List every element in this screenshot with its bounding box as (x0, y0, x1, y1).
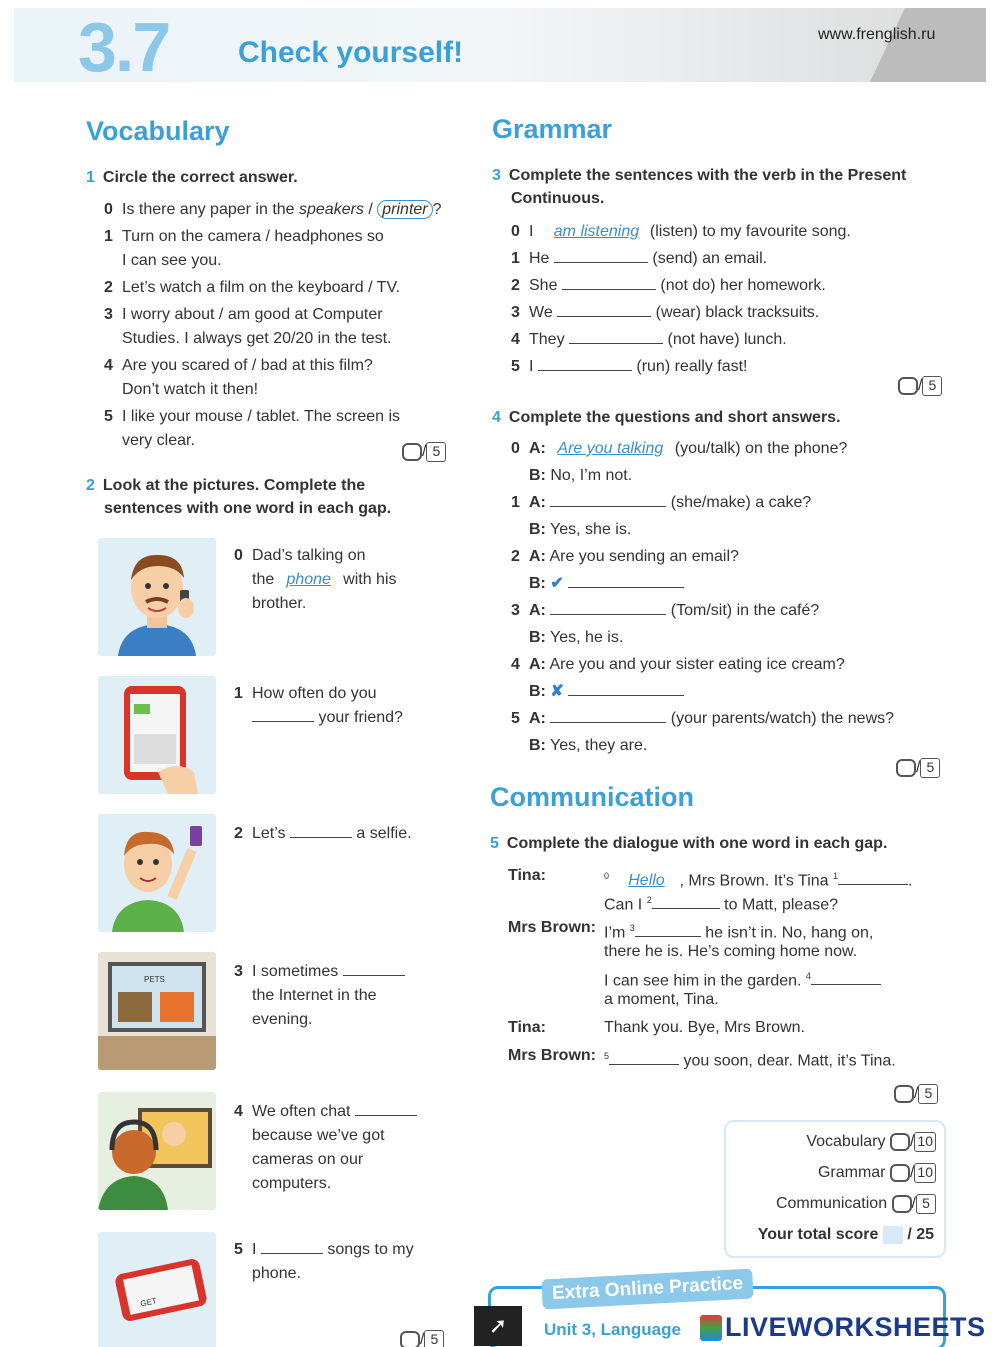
speaker-label: Tina: (508, 867, 546, 884)
website-url: www.frenglish.ru (818, 26, 936, 43)
dialogue-text: , Mrs Brown. It’s Tina (679, 872, 829, 890)
dialogue-text: Can I (604, 896, 643, 914)
dialogue-text: to Matt, please? (724, 896, 839, 914)
task2-item-5 (234, 1238, 414, 1286)
gap-number: 1 (833, 871, 839, 881)
gap-number: 5 (604, 1051, 610, 1061)
check-icon: ✔ (550, 575, 564, 592)
item-text: very clear. (122, 432, 195, 449)
item-text: Yes, they are. (550, 737, 648, 754)
dialogue: Tina: $^0$ Hello , Mrs Brown. It’s Tina $^1$ . Can I $^2$ to Matt, please? Mrs Brown: I’m $^3$ he isn’t in. No, hang on, there he is. He’s coming home now. I can see him in the garden. $^4$ a moment, Tina. Tina: Thank you. Bye, Mrs Brown. Mrs Brown: $^5$ you soon, dear. Matt, it’s Tina. (508, 867, 913, 1070)
item-text: Dad’s talking on (252, 547, 366, 564)
list-item (104, 198, 474, 222)
logo-icon (700, 1315, 722, 1341)
task5-instruction (490, 832, 887, 855)
picture-video-chat (98, 1092, 216, 1210)
answer-gap[interactable] (550, 707, 666, 723)
list-item (511, 328, 961, 355)
item-number: 2 (511, 548, 520, 565)
item-text[interactable]: Are you scared of / bad at this film? (122, 357, 373, 374)
answer-gap-4[interactable] (811, 969, 881, 985)
item-text: (you/talk) on the phone? (674, 440, 848, 457)
item-number: 4 (511, 656, 520, 673)
score-max: 5 (920, 758, 940, 778)
task2-item-3 (234, 960, 405, 1032)
speaker-b: B: (529, 521, 546, 538)
dialogue-text: there he is. He’s coming home now. (604, 943, 858, 960)
picture-dad-phone (98, 538, 216, 656)
list-item (511, 355, 961, 382)
answer-gap[interactable] (290, 822, 352, 838)
task1-score: / 5 (402, 442, 446, 462)
answer-gap-1[interactable] (838, 869, 908, 885)
separator: / (363, 201, 378, 218)
summary-label: Communication (775, 1195, 888, 1213)
speaker-label: Mrs Brown: (508, 919, 596, 936)
get-label: GET (139, 1296, 158, 1309)
speaker-a: A: (529, 656, 546, 673)
task2-item-4 (234, 1100, 417, 1196)
cross-icon: ✘ (550, 683, 564, 700)
item-number: 4 (234, 1103, 243, 1120)
task-number: 2 (86, 477, 95, 494)
item-text: Don’t watch it then! (122, 381, 259, 398)
score-max: 5 (916, 1194, 936, 1214)
item-text[interactable]: Let’s watch a film on the keyboard / TV. (122, 279, 401, 296)
liveworksheets-logo (700, 1312, 986, 1343)
answer-gap[interactable] (252, 706, 314, 722)
item-number: 1 (511, 494, 520, 511)
item-text: Let’s (252, 825, 286, 842)
item-text: (she/make) a cake? (670, 494, 812, 511)
task1-list (104, 198, 474, 453)
task3-list (511, 220, 961, 382)
item-number: 5 (511, 710, 520, 727)
task2-instruction (86, 474, 391, 520)
item-number: 2 (104, 279, 113, 296)
example-answer: Hello (628, 872, 665, 890)
task2-item-0 (234, 544, 397, 616)
summary-communication: Communication / 5 (776, 1194, 936, 1214)
item-number: 3 (511, 602, 520, 619)
item-subject: She (529, 277, 558, 294)
item-number: 4 (104, 357, 113, 374)
list-item (511, 518, 961, 542)
item-number: 1 (511, 250, 520, 267)
item-text: I can see you. (122, 252, 222, 269)
item-text: ? (432, 201, 442, 218)
list-item (511, 437, 961, 461)
speaker-label: Mrs Brown: (508, 1047, 596, 1064)
task1-instruction (86, 166, 298, 189)
speaker-b: B: (529, 683, 546, 700)
task3-score: / 5 (898, 376, 942, 396)
answer-gap[interactable] (538, 355, 632, 371)
item-subject: I (529, 223, 534, 240)
dialogue-text: I’m (604, 924, 626, 942)
item-text: evening. (252, 1011, 313, 1028)
item-text: the (252, 571, 275, 588)
speaker-a: A: (529, 602, 546, 619)
picture-laptop-pets (98, 952, 216, 1070)
task2-item-2 (234, 822, 412, 846)
item-number: 4 (511, 331, 520, 348)
list-item (511, 274, 961, 301)
item-number: 2 (511, 277, 520, 294)
item-subject: They (529, 331, 565, 348)
item-text: computers. (252, 1175, 332, 1192)
item-number: 2 (234, 825, 243, 842)
communication-heading: Communication (490, 782, 695, 812)
answer-gap[interactable] (554, 247, 648, 263)
answer-gap-5[interactable] (609, 1049, 679, 1065)
item-subject: I (529, 358, 534, 375)
summary-label: Your total score (757, 1226, 879, 1244)
item-number: 1 (234, 685, 243, 702)
item-text: No, I’m not. (550, 467, 633, 484)
dialogue-text: I can see him in the garden. (604, 972, 802, 990)
summary-vocabulary: Vocabulary / 10 (806, 1132, 936, 1152)
task-number: 5 (490, 835, 499, 852)
score-input-box[interactable] (890, 1133, 910, 1151)
answer-gap[interactable] (343, 960, 405, 976)
dialogue-text: he isn’t in. No, hang on, (705, 924, 874, 942)
task-number: 1 (86, 169, 95, 186)
speaker-b: B: (529, 575, 546, 592)
gap-number: 3 (629, 923, 635, 933)
item-subject: We (529, 304, 553, 321)
item-text: We often chat (252, 1103, 351, 1120)
task2-item-1 (234, 682, 403, 730)
answer-gap[interactable] (568, 680, 684, 696)
list-item (511, 572, 961, 596)
score-max: 5 (922, 376, 942, 396)
answer-gap[interactable] (557, 301, 651, 317)
dialogue-text: a moment, Tina. (604, 991, 719, 1008)
example-answer: am listening (553, 223, 640, 240)
score-input-box[interactable] (890, 1164, 910, 1182)
item-text: How often do you (252, 685, 377, 702)
item-number: 3 (234, 963, 243, 980)
example-answer: phone (286, 571, 331, 588)
answer-gap[interactable] (562, 274, 656, 290)
item-text: because we’ve got (252, 1127, 385, 1144)
answer-gap[interactable] (569, 328, 663, 344)
task4-list (511, 437, 961, 758)
list-item (511, 247, 961, 274)
speaker-a: A: (529, 440, 546, 457)
example-answer: Are you talking (557, 440, 664, 457)
score-max: 10 (914, 1163, 936, 1183)
summary-grammar: Grammar / 10 (818, 1163, 936, 1183)
picture-boy-selfie (98, 814, 216, 932)
summary-total (758, 1226, 934, 1244)
item-text: your friend? (318, 709, 403, 726)
list-item (104, 276, 474, 300)
score-input-box[interactable] (402, 443, 422, 461)
total-score-box[interactable] (883, 1226, 903, 1244)
task-text: Circle the correct answer. (102, 169, 298, 186)
answer-gap[interactable] (550, 491, 666, 507)
score-max: 5 (426, 442, 446, 462)
task4-score: / 5 (896, 758, 940, 778)
answer-gap[interactable] (550, 599, 666, 615)
item-text: phone. (252, 1265, 301, 1282)
item-text: brother. (252, 595, 307, 612)
grammar-heading: Grammar (492, 114, 613, 144)
item-text: cameras on our (252, 1151, 364, 1168)
task-number: 4 (492, 409, 501, 426)
score-input-box[interactable] (894, 1085, 914, 1103)
item-text: with his (343, 571, 397, 588)
extra-practice-label: Extra Online Practice (541, 1268, 753, 1309)
list-item (511, 626, 961, 650)
item-number: 0 (511, 223, 520, 240)
answer-gap[interactable] (568, 572, 684, 588)
gap-number: 2 (646, 895, 652, 905)
item-number: 5 (104, 408, 113, 425)
gap-number: 4 (805, 971, 811, 981)
task-text: Complete the questions and short answers. (508, 409, 841, 426)
picture-tablet-chat (98, 676, 216, 794)
score-max: 10 (914, 1132, 936, 1152)
speaker-label: Tina: (508, 1019, 546, 1036)
list-item (511, 653, 961, 677)
option-2-circled[interactable]: printer (377, 200, 432, 219)
item-text: Studies. I always get 20/20 in the test. (122, 330, 392, 347)
item-text: (run) really fast! (636, 358, 748, 375)
speaker-b: B: (529, 467, 546, 484)
picture-phone-download (98, 1232, 216, 1347)
item-number: 3 (511, 304, 520, 321)
speaker-b: B: (529, 737, 546, 754)
task4-instruction (492, 406, 841, 429)
list-item (511, 491, 961, 515)
answer-gap[interactable] (261, 1238, 323, 1254)
task-text: Complete the sentences with the verb in the Present (508, 167, 907, 184)
unit-number: 3.7 (78, 8, 170, 86)
task-text: Continuous. (511, 190, 605, 207)
item-text[interactable]: I worry about / am good at Computer (122, 306, 383, 323)
item-text: (send) an email. (652, 250, 768, 267)
answer-gap-2[interactable] (652, 893, 720, 909)
list-item (104, 225, 474, 273)
unit-language-label: Unit 3, Language (544, 1320, 681, 1339)
item-text: I (252, 1241, 257, 1258)
task-text: sentences with one word in each gap. (104, 500, 392, 517)
item-text: Are you sending an email? (549, 548, 739, 565)
item-subject: He (529, 250, 550, 267)
list-item (511, 545, 961, 569)
item-number: 0 (511, 440, 520, 457)
brand-text: LIVEWORKSHEETS (725, 1312, 986, 1342)
list-item (104, 303, 474, 351)
option-1[interactable]: speakers (299, 201, 364, 218)
item-text: Yes, he is. (550, 629, 624, 646)
item-text: (your parents/watch) the news? (670, 710, 895, 727)
summary-label: Vocabulary (806, 1133, 886, 1151)
speaker-a: A: (529, 548, 546, 565)
page-title: Check yourself! (238, 36, 464, 69)
item-text: (not have) lunch. (667, 331, 787, 348)
item-text: Is there any paper in the (122, 201, 299, 218)
vocabulary-heading: Vocabulary (86, 116, 230, 146)
item-number: 5 (511, 358, 520, 375)
item-number: 0 (104, 201, 113, 218)
item-text: Yes, she is. (550, 521, 632, 538)
list-item (511, 301, 961, 328)
item-text: (Tom/sit) in the café? (670, 602, 820, 619)
score-max: 5 (918, 1084, 938, 1104)
item-text: I sometimes (252, 963, 339, 980)
list-item (104, 354, 474, 402)
task5-score: / 5 (894, 1084, 938, 1104)
item-text[interactable]: I like your mouse / tablet. The screen is (122, 408, 401, 425)
item-text: the Internet in the (252, 987, 377, 1004)
item-number: 0 (234, 547, 243, 564)
list-item (511, 707, 961, 731)
pets-label: PETS (144, 975, 165, 984)
answer-gap-3[interactable] (635, 921, 701, 937)
item-text: (not do) her homework. (660, 277, 826, 294)
speaker-a: A: (529, 710, 546, 727)
dialogue-text: you soon, dear. Matt, it’s Tina. (683, 1052, 896, 1070)
speaker-a: A: (529, 494, 546, 511)
item-number: 1 (104, 228, 113, 245)
list-item (511, 220, 961, 247)
cursor-icon: ➚ (474, 1306, 522, 1346)
score-summary-box (724, 1120, 946, 1258)
list-item (511, 599, 961, 623)
list-item (511, 734, 961, 758)
item-number: 5 (234, 1241, 243, 1258)
score-input-box[interactable] (896, 759, 916, 777)
item-text[interactable]: Turn on the camera / headphones so (122, 228, 384, 245)
score-input-box[interactable] (892, 1195, 912, 1213)
item-text: a selfie. (356, 825, 412, 842)
summary-label: Grammar (817, 1164, 886, 1182)
score-input-box[interactable] (400, 1331, 420, 1347)
task-number: 3 (492, 167, 501, 184)
answer-gap[interactable] (355, 1100, 417, 1116)
list-item (511, 464, 961, 488)
item-text: songs to my (327, 1241, 414, 1258)
task-text: Look at the pictures. Complete the (102, 477, 366, 494)
task2-score: / 5 (400, 1330, 444, 1347)
list-item (511, 680, 961, 704)
speaker-b: B: (529, 629, 546, 646)
task3-instruction (492, 164, 962, 210)
item-text: Are you and your sister eating ice cream? (549, 656, 845, 673)
item-text: (listen) to my favourite song. (649, 223, 851, 240)
task-text: Complete the dialogue with one word in each gap. (506, 835, 888, 852)
score-input-box[interactable] (898, 377, 918, 395)
gap-number: 0 (604, 871, 610, 881)
item-text: (wear) black tracksuits. (655, 304, 820, 321)
total-max: / 25 (907, 1226, 934, 1244)
score-max: 5 (424, 1330, 444, 1347)
item-number: 3 (104, 306, 113, 323)
dialogue-text: Thank you. Bye, Mrs Brown. (604, 1019, 805, 1036)
